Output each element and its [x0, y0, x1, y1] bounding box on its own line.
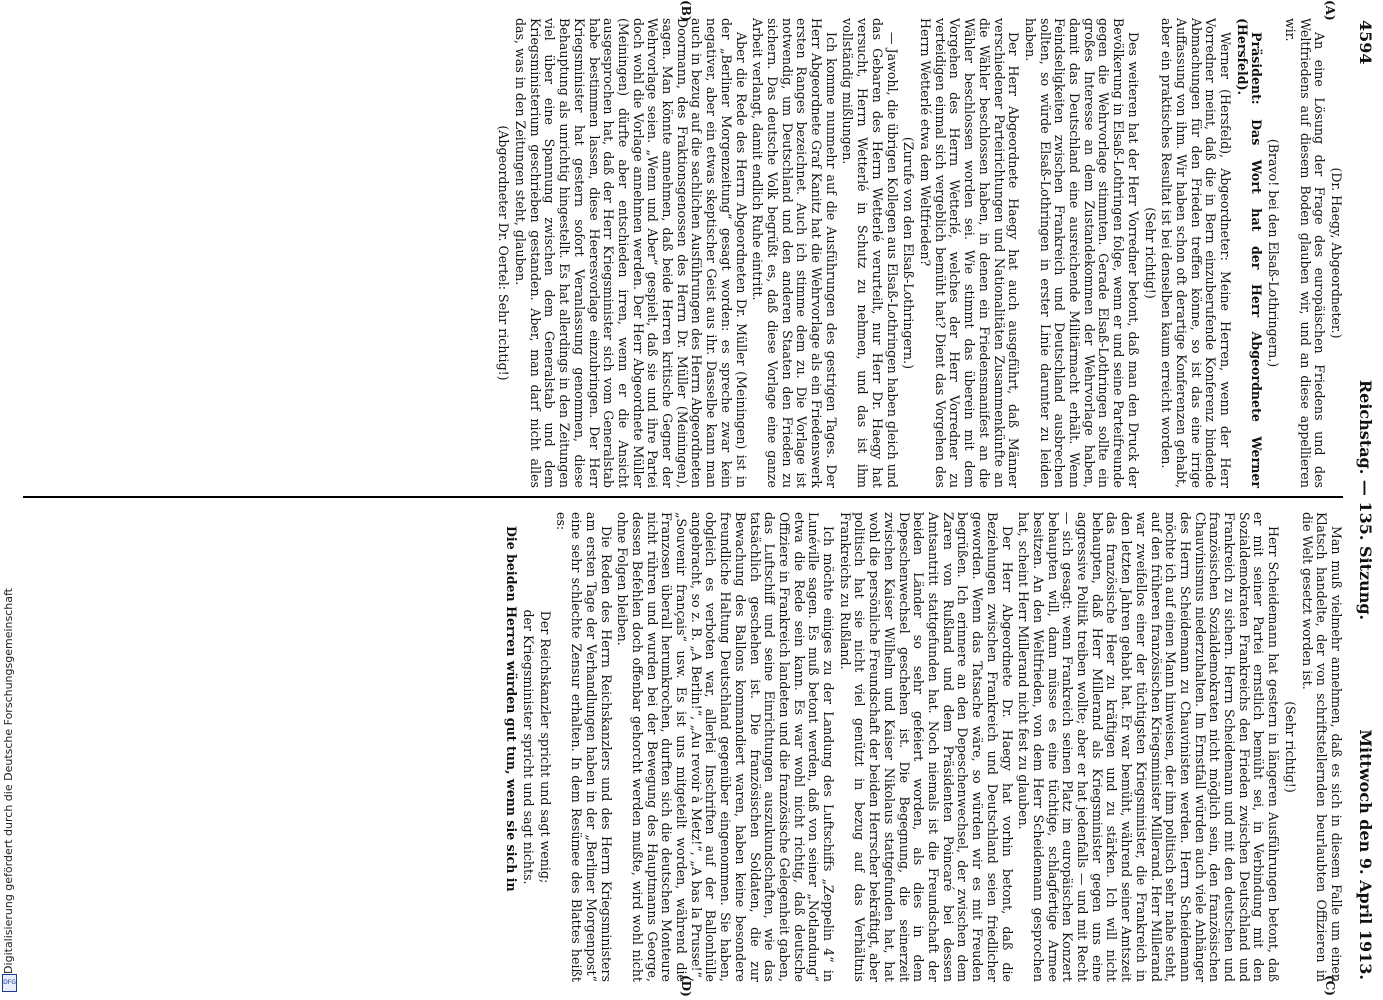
margin-mark-d: (D) — [679, 975, 693, 997]
paragraph: Der Herr Abgeordnete Haegy hat auch ausgeführt, daß Männer verschiedener Parteirichtungen und Nationalitäten Zusammenkünfte an die Wähler beschlossen haben, in denen ein Friedensmanifest an die Wähler beschlossen worden sei. Wie stimmt das überein mit dem Vorgehen des Herrn Wetterlé, welches der Herr Vorredner zu verteidigen einmal sich vergeblich bemüht hat? Dient das Vorgehen des Herrn Wetterlé etwa dem Weltfrieden? — [918, 18, 1022, 488]
paragraph: Herr Scheidemann hat gestern in längeren Ausführungen betont, daß er mit seiner Partei ernstlich bemüht sei, in Verbindung mit den Sozialdemokraten Frankreichs den Frieden zwischen Deutschland und Frankreich zu sichern. Herrn Scheidemann und mit den deutschen und französischen Sozialdemokraten nicht möglich sein, den französischen Chauvinismus niederzuhalten. Im Ernstfall würden auch viele Anhänger des Herrn Scheidemann zu Chauvinisten werden. Herrn Scheidemann möchte ich auf einen Mann hinweisen, der ihm politisch sehr nahe steht, auf den früheren französischen Kriegsminister Millerand. Herr Millerand war zweifellos einer der tüchtigsten Kriegsminister, die Frankreich in den letzten Jahren gehabt hat. Er war bemüht, während seiner Amtszeit das französische Heer zu kräftigen und zu stärken. Ich will nicht behaupten, daß Herr Millerand als Kriegsminister gegen uns eine aggressive Politik treiben wollte; aber er hat jedenfalls — und mit Recht — sich gesagt: wenn Frankreich seinen Platz im europäischen Konzert behaupten will, dann müsse es eine tüchtige, schlagfertige Armee besitzen. An den Weltfrieden, von dem Herr Scheidemann gesprochen hat, scheint Herr Millerand nicht fest zu glauben. — [1016, 512, 1282, 982]
paragraph: Die Reden des Herrn Reichskanzlers und des Herrn Kriegsministers am ersten Tage der Verhandlungen haben in der „Berliner Morgenpost“ eine sehr schlechte Zensur erhalten. In dem Resümee des Blattes heißt es: — [554, 512, 614, 982]
paragraph: Der Herr Abgeordnete Dr. Haegy hat vorhin betont, daß die Beziehungen zwischen Frankreich und Deutschland seien friedlicher geworden. Wenn das Tatsache wäre, so würden wir es mit Freuden begrüßen. Ich erinnere an den Depeschenwechsel, der zwischen dem Zaren von Rußland und dem Präsidenten Poincaré bei dessen Amtsantritt stattgefunden hat. Noch niemals ist die Freundschaft der beiden Länder so sehr gefeiert worden, als dies in dem Depeschenwechsel geschehen ist. Die Begegnung, die seinerzeit zwischen Kaiser Wilhelm und Kaiser Nikolaus stattgefunden hat, hat wohl die persönliche Freundschaft der beiden Herrscher bekräftigt, aber politisch hat sie nicht viel genützt in bezug auf das Verhältnis Frankreichs zu Rußland. — [837, 512, 1015, 982]
paragraph: — Jawohl, die übrigen Kollegen aus Elsaß-Lothringen haben gleich und das Gebaren des Herrn Wetterlé verurteilt, nur Herr Dr. Haegy hat versucht, Herrn Wetterlé in Schutz zu nehmen, und das ist ihm vollständig mißlungen. — [840, 18, 900, 488]
paragraph: Aber die Rede des Herrn Abgeordneten Dr. Müller (Meiningen) ist in der „Berliner Morgenzeitung“ gesagt worden: es spreche zwar kein negativer, aber ein etwas skeptischer Geist aus ihr. Dasselbe kann man auch in bezug auf die sachlichen Ausführungen des Herrn Abgeordneten Doormann, des Fraktionsgenossen des Herrn Dr. Müller (Meiningen), sagen. Man könnte annehmen, daß beide Herren kritische Gegner der Wehrvorlage seien. „Wenn und Aber“ gespielt, daß sie und ihre Partei doch wohl die Vorlage annehmen werden. Der Herr Abgeordnete Müller (Meiningen) dürfte aber entschieden irren, wenn er die Ansicht ausgesprochen hat, daß der Herr Kriegsminister sich vom Generalstab habe bestimmen lassen, diese Heeresvorlage einzubringen. Der Herr Kriegsminister hat gestern sofort Veranlassung genommen, diese Behauptung als unrichtig hingestellt. Es hat allerdings in den Zeitungen viel über eine Spannung zwischen dem Generalstab und dem Kriegsministerium geschrieben gestanden. Aber, man darf nicht alles das, was in den Zeitungen steht, glauben. — [513, 18, 749, 488]
quote-line: der Kriegsminister spricht und sagt nichts. — [521, 609, 537, 885]
paragraph: Die beiden Herren würden gut tun, wenn sie sich in — [504, 526, 520, 892]
quote-line: Der Reichskanzler spricht und sagt wenig; — [537, 610, 553, 884]
margin-mark-a: (A) — [1323, 0, 1337, 21]
margin-mark-c: (C) — [1323, 975, 1337, 996]
interjection: (Abgeordneter Dr. Oertel: Sehr richtig!) — [496, 125, 512, 381]
interjection: (Sehr richtig!) — [1142, 207, 1158, 299]
funding-note-text: Digitalisierung gefördert durch die Deutsche Forschungsgemeinschaft — [2, 588, 15, 974]
paragraph: Man muß vielmehr annehmen, daß es sich in diesem Falle um einen Klatsch handelte, der von schriftstellernden beurlaubten Offizieren in die Welt gesetzt worden ist. — [1299, 512, 1344, 982]
right-text-column — [502, 512, 1343, 982]
paragraph: Präsident: Das Wort hat der Herr Abgeordnete Werner (Hersfeld). — [1234, 18, 1265, 488]
paragraph: Werner (Hersfeld), Abgeordneter: Meine Herren, wenn der Herr Vorredner meint, daß die in Bern einzuberufende Konferenz bindende Abmachungen für den Frieden treffen könne, so ist das eine irrige Auffassung von ihm. Wir haben schon oft derartige Konferenzen gehabt, aber ein praktisches Resultat ist bei denselben kaum erreicht worden. — [1159, 18, 1234, 488]
margin-mark-b: (B) — [679, 0, 693, 22]
speaker-line: (Dr. Haegy, Abgeordneter.) — [1329, 167, 1344, 339]
page-number: 4594 — [1356, 20, 1375, 65]
dfg-logo: DFG — [2, 974, 17, 992]
paragraph: An eine Lösung der Frage des europäischen Friedens und des Weltfriedens auf diesem Boden glauben wir, und an diese appellieren wir. — [1282, 18, 1328, 488]
left-text-column — [494, 18, 1343, 488]
interjection: (Sehr richtig!) — [1282, 701, 1298, 793]
session-date: Mittwoch den 9. April 1913. — [1356, 729, 1375, 980]
interjection: (Bravo! bei den Elsaß-Lothringern.) — [1266, 138, 1282, 368]
column-divider — [23, 496, 1343, 498]
paragraph: Des weiteren hat der Herr Vorredner betont, daß man den Druck der Bevölkerung in Elsaß-Lothringen folge, wenn er und seine Parteifreunde gegen die Wehrvorlage stimmten. Gerade Elsaß-Lothringen sollte ein großes Interesse an dem Zustandekommen der Wehrvorlage haben, damit das Deutschland eine ausreichende Militärmacht erhält. Wenn Feindseligkeiten zwischen Frankreich und Deutschland ausbrechen sollten, so würde Elsaß-Lothringen in erster Linie darunter zu leiden haben. — [1022, 18, 1141, 488]
paragraph: Ich komme nunmehr auf die Ausführungen des gestrigen Tages. Der Herr Abgeordnete Graf Kanitz hat die Wehrvorlage als ein Friedenswerk ersten Ranges bezeichnet. Auch ich stimme dem zu. Die Vorlage ist notwendig, um Deutschland und den anderen Staaten den Frieden zu sichern. Das deutsche Volk begrüßt es, daß diese Vorlage eine ganze Arbeit verlangt, damit endlich Ruhe eintritt. — [750, 18, 839, 488]
paragraph: Ich möchte einiges zu der Landung des Luftschiffs „Zeppelin 4“ in Lunéville sagen. Es muß betont werden, daß von seiner „Notlandung“ etwa die Rede sein kann. Es war wohl nicht richtig, daß deutsche Offiziere in Frankreich landeten und die französische Gelegenheit gaben, das Luftschiff und seine Einrichtungen auszukundschaften, wie das tatsächlich geschehen ist. Die französischen Soldaten, die zur Bewachung des Ballons kommandiert waren, haben keine besondere freundliche Haltung Deutschland gegenüber eingenommen. Sie haben, obgleich es verboten war, allerlei Inschriften auf der Ballonhülle angebracht, so z. B. „A Berlin!“, „Au revoir à Metz!“, „A bas la Prusse!“, „Souvenir français“ usw. Es ist uns mitgeteilt worden, während die Franzosen überall herumkrochen, durften sich die deutschen Monteure nicht rühren und wurden bei der Bewegung des Hauptmanns George, dessen Befehlen doch offenbar gehorcht werden mußte, wird wohl nicht ohne Folgen bleiben. — [615, 512, 837, 982]
interjection: (Zurufe von den Elsaß-Lothringern.) — [901, 136, 917, 370]
funding-note — [2, 4, 16, 994]
running-title: Reichstag. — 135. Sitzung. — [1356, 379, 1375, 621]
page-header — [1349, 20, 1375, 980]
